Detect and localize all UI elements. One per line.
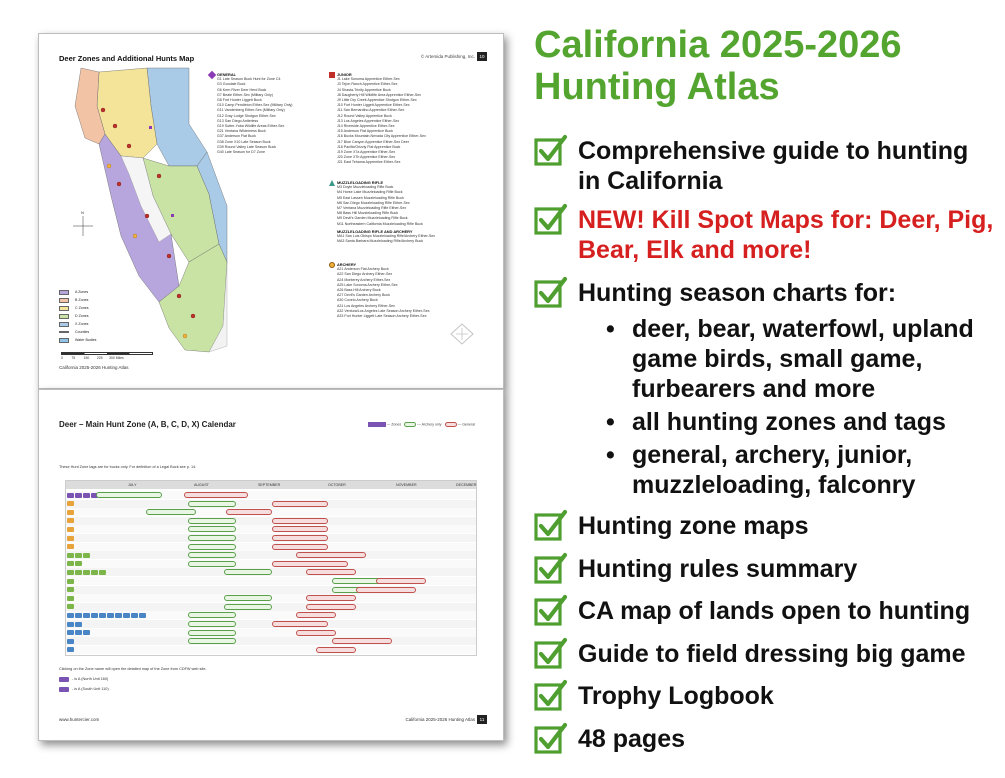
archery-season-bar bbox=[188, 638, 236, 644]
archery-season-bar bbox=[224, 569, 272, 575]
feature-item bbox=[534, 136, 994, 196]
zone-tag[interactable] bbox=[91, 570, 98, 575]
legend-item: J3 Tejon Ranch Apprentice Either-Sex bbox=[337, 82, 398, 87]
zone-tag[interactable] bbox=[75, 553, 82, 558]
calendar-row bbox=[66, 508, 476, 516]
zone-tag[interactable] bbox=[67, 639, 74, 644]
feature-item bbox=[534, 278, 994, 308]
legend-item: A26 Bass Hill Archery Buck bbox=[337, 288, 381, 293]
legend-item: M5 East Lassen Muzzleloading Rifle Buck bbox=[337, 195, 404, 200]
feature-label: Hunting rules summary bbox=[578, 555, 858, 583]
feature-item bbox=[534, 596, 994, 626]
archery-season-bar bbox=[188, 630, 236, 636]
svg-text:N: N bbox=[81, 210, 84, 215]
feature-label: Comprehensive guide to hunting in California bbox=[578, 137, 969, 195]
general-season-bar bbox=[272, 621, 328, 627]
archery-season-bar bbox=[188, 552, 236, 558]
calendar-row bbox=[66, 517, 476, 525]
legend-item: G3 Goodale Buck bbox=[217, 82, 246, 87]
junior-marker-icon bbox=[329, 72, 335, 78]
feature-item bbox=[534, 724, 994, 754]
archery-season-bar bbox=[224, 604, 272, 610]
zone-tag[interactable] bbox=[107, 613, 114, 618]
legend-muzzle-archery-heading: MUZZLELOADING RIFLE AND ARCHERY bbox=[337, 228, 413, 234]
legend-item: J15 Anderson Flat Apprentice Buck bbox=[337, 129, 393, 134]
legend-item: G8 Fort Hunter Liggett Buck bbox=[217, 98, 262, 103]
zone-tag[interactable] bbox=[131, 613, 138, 618]
zone-tag[interactable] bbox=[67, 544, 74, 549]
legend-item: G40 Late Season for D7 Zone bbox=[217, 150, 265, 155]
feature-item bbox=[534, 639, 994, 669]
month-label: DECEMBER bbox=[456, 482, 477, 487]
legend-item: M9 Devil's Garden Muzzleloading Rifle Buck bbox=[337, 216, 408, 221]
checkbox-check-icon bbox=[534, 509, 568, 543]
map-scale-bar: 0 75 150 225 300 Miles bbox=[61, 352, 153, 360]
general-season-bar bbox=[272, 544, 328, 550]
zone-color-key bbox=[59, 288, 96, 344]
publisher-logo-icon bbox=[449, 322, 475, 346]
legend-item: A30 Covelo Archery Buck bbox=[337, 298, 378, 303]
legend-item: M7 Ventana Muzzleloading Rifle Either-Sex bbox=[337, 206, 407, 211]
zone-tag[interactable] bbox=[115, 613, 122, 618]
unit-note: - is A (South Unit 110) bbox=[59, 684, 207, 694]
legend-item: J17 Blue Canyon Apprentice Either-Sex Deer bbox=[337, 139, 409, 144]
zone-tag[interactable] bbox=[67, 587, 74, 592]
legend-item: J1 Lake Sonoma Apprentice Either-Sex bbox=[337, 77, 400, 82]
zone-tag[interactable] bbox=[67, 647, 74, 652]
archery-season-bar bbox=[188, 621, 236, 627]
month-label: AUGUST bbox=[194, 482, 209, 487]
zone-tag[interactable] bbox=[75, 613, 82, 618]
calendar-grid bbox=[65, 480, 477, 656]
calendar-row bbox=[66, 568, 476, 576]
zone-tag[interactable] bbox=[75, 570, 82, 575]
map-key-item: Counties bbox=[59, 328, 96, 336]
legend-item: G6 Kern River Deer Herd Buck bbox=[217, 87, 267, 92]
legend-item: M4 Horse Lake Muzzleloading Rifle Buck bbox=[337, 190, 403, 195]
feature-label: 48 pages bbox=[578, 725, 686, 753]
archery-marker-icon bbox=[329, 262, 335, 268]
zone-key-item: B Zones bbox=[59, 296, 96, 304]
legend-item: G11 Vandenberg Either-Sex (Military Only) bbox=[217, 108, 285, 113]
feature-label: Guide to field dressing big game bbox=[578, 640, 966, 668]
zone-tag[interactable] bbox=[123, 613, 130, 618]
map-page-footer: California 2025-2026 Hunting Atlas bbox=[59, 365, 129, 370]
legend-item: J13 Los Angeles Apprentice Either-Sex bbox=[337, 118, 400, 123]
calendar-row bbox=[66, 603, 476, 611]
calendar-footnotes bbox=[59, 664, 207, 694]
general-season-bar bbox=[376, 578, 426, 584]
zone-tag[interactable] bbox=[67, 493, 74, 498]
feature-label: CA map of lands open to hunting bbox=[578, 597, 971, 625]
legend-item: G21 Ventana Wilderness Buck bbox=[217, 129, 266, 134]
zone-key-item: C Zones bbox=[59, 304, 96, 312]
feature-label: Hunting zone maps bbox=[578, 512, 809, 540]
archery-season-bar bbox=[224, 595, 272, 601]
general-season-bar bbox=[272, 561, 348, 567]
legend-archery-heading: ARCHERY bbox=[337, 262, 357, 267]
general-season-bar bbox=[272, 526, 328, 532]
month-label: OCTOBER bbox=[328, 482, 346, 487]
zone-tag[interactable] bbox=[83, 613, 90, 618]
general-season-bar bbox=[272, 535, 328, 541]
checkbox-check-icon bbox=[534, 594, 568, 628]
legend-item: J14 Riverside Apprentice Either-Sex bbox=[337, 124, 395, 129]
archery-season-bar bbox=[188, 561, 236, 567]
legend-archery bbox=[337, 262, 487, 319]
calendar-row bbox=[66, 525, 476, 533]
legend-item: G10 Camp Pendleton Either-Sex (Military Only) bbox=[217, 103, 293, 108]
feature-label: Trophy Logbook bbox=[578, 682, 774, 710]
legend-item: G37 Anderson Flat Buck bbox=[217, 134, 256, 139]
calendar-row bbox=[66, 611, 476, 619]
zone-key-item: X Zones bbox=[59, 320, 96, 328]
feature-item bbox=[534, 554, 994, 584]
month-label: JULY bbox=[128, 482, 137, 487]
calendar-key: — Zones — Archery only — General bbox=[368, 422, 475, 427]
legend-muzzleloading bbox=[337, 180, 487, 244]
calendar-footer-right: California 2025-2026 Hunting Atlas bbox=[405, 717, 475, 722]
zone-tag[interactable] bbox=[91, 613, 98, 618]
legend-item: A25 Lake Sonoma Archery Either-Sex bbox=[337, 282, 398, 287]
preview-calendar-page bbox=[38, 389, 504, 741]
legend-item: J4 Shasta-Trinity Apprentice Buck bbox=[337, 87, 391, 92]
calendar-row bbox=[66, 534, 476, 542]
general-season-bar bbox=[184, 492, 248, 498]
calendar-row bbox=[66, 543, 476, 551]
zone-tag[interactable] bbox=[83, 630, 90, 635]
legend-item: MA1 San Luis Obispo Muzzleloading Rifle/Archery Either-Sex bbox=[337, 234, 436, 239]
legend-junior-heading: JUNIOR bbox=[337, 72, 352, 77]
general-season-bar bbox=[316, 647, 356, 653]
calendar-row bbox=[66, 500, 476, 508]
legend-item: A31 Los Angeles Archery Either-Sex bbox=[337, 303, 395, 308]
general-season-bar bbox=[306, 595, 356, 601]
zone-tag[interactable] bbox=[83, 553, 90, 558]
feature-item bbox=[534, 511, 994, 541]
calendar-row bbox=[66, 620, 476, 628]
legend-item: G19 Sutter-Yuba Wildlife Areas Either-Sex bbox=[217, 124, 285, 129]
legend-item: G13 San Diego Antlerless bbox=[217, 118, 259, 123]
zone-tag[interactable] bbox=[67, 630, 74, 635]
legend-item: G38 Zone X10 Late Season Buck bbox=[217, 139, 271, 144]
legend-item: J16 Bucks Mountain-Nevada City Apprentice Either-Sex bbox=[337, 134, 426, 139]
legend-item: A21 Anderson Flat Archery Buck bbox=[337, 267, 389, 272]
map-key-item: Water Bodies bbox=[59, 336, 96, 344]
archery-season-bar bbox=[188, 518, 236, 524]
zone-tag[interactable] bbox=[67, 561, 74, 566]
page-headline: California 2025-2026 Hunting Atlas bbox=[534, 24, 902, 108]
calendar-page-title: Deer – Main Hunt Zone (A, B, C, D, X) Calendar bbox=[59, 420, 236, 429]
calendar-row bbox=[66, 491, 476, 499]
season-chart-item: • all hunting zones and tags bbox=[606, 407, 996, 437]
zone-tag[interactable] bbox=[75, 561, 82, 566]
general-season-bar bbox=[296, 612, 336, 618]
legend-item: J8 Daugherty Hill Wildlife Area Apprentice Either-Sex bbox=[337, 92, 422, 97]
legend-item: J10 Fort Hunter Liggett Apprentice Either-Sex bbox=[337, 103, 410, 108]
zone-tag[interactable] bbox=[75, 622, 82, 627]
zone-tag[interactable] bbox=[67, 501, 74, 506]
unit-note: - is A (North Unit 160) bbox=[59, 674, 207, 684]
legend-item: A24 Monterey Archery Either-Sex bbox=[337, 277, 391, 282]
zone-tag[interactable] bbox=[67, 604, 74, 609]
zone-tag[interactable] bbox=[83, 493, 90, 498]
legend-junior bbox=[337, 72, 487, 166]
calendar-footer-left: www.huntercier.com bbox=[59, 717, 100, 722]
month-label: NOVEMBER bbox=[396, 482, 417, 487]
month-label: SEPTEMBER bbox=[258, 482, 281, 487]
feature-label: NEW! Kill Spot Maps for: Deer, Pig, Bear, Elk and more! bbox=[578, 206, 994, 264]
season-chart-list bbox=[606, 314, 996, 503]
archery-season-bar bbox=[188, 612, 236, 618]
calendar-row bbox=[66, 577, 476, 585]
legend-item: A22 San Diego Archery Either-Sex bbox=[337, 272, 393, 277]
general-season-bar bbox=[356, 587, 416, 593]
map-page-publisher: © Artemida Publishing, Inc. bbox=[420, 54, 475, 59]
calendar-row bbox=[66, 551, 476, 559]
legend-item: MA3 Santa Barbara Muzzleloading Rifle/Archery Buck bbox=[337, 239, 424, 244]
checkbox-check-icon bbox=[534, 722, 568, 756]
zone-tag[interactable] bbox=[67, 536, 74, 541]
zone-key-item: A Zones bbox=[59, 288, 96, 296]
legend-item: M6 San Diego Muzzleloading Rifle Either-Sex bbox=[337, 200, 410, 205]
zone-tag[interactable] bbox=[67, 613, 74, 618]
general-season-bar bbox=[226, 509, 272, 515]
zone-tag[interactable] bbox=[75, 630, 82, 635]
calendar-row bbox=[66, 594, 476, 602]
legend-item: J20 Zone X7b Apprentice Either-Sex bbox=[337, 155, 396, 160]
archery-season-bar bbox=[146, 509, 196, 515]
checkbox-check-icon bbox=[534, 276, 568, 310]
checkbox-check-icon bbox=[534, 552, 568, 586]
zone-tag[interactable] bbox=[99, 570, 106, 575]
zone-tag[interactable] bbox=[67, 622, 74, 627]
legend-item: J19 Zone X7a Apprentice Either-Sex bbox=[337, 150, 396, 155]
zone-tag[interactable] bbox=[67, 579, 74, 584]
calendar-row bbox=[66, 637, 476, 645]
calendar-row bbox=[66, 586, 476, 594]
general-season-bar bbox=[296, 630, 336, 636]
feature-item bbox=[534, 681, 994, 711]
calendar-page-number: 11 bbox=[477, 715, 487, 724]
season-chart-item: • general, archery, junior, muzzleloading, falconry bbox=[606, 440, 996, 500]
map-page-title: Deer Zones and Additional Hunts Map bbox=[59, 54, 195, 63]
zone-tag[interactable] bbox=[139, 613, 146, 618]
zone-tag[interactable] bbox=[75, 493, 82, 498]
zone-tag[interactable] bbox=[83, 570, 90, 575]
legend-muzzle-heading: MUZZLELOADING RIFLE bbox=[337, 180, 384, 185]
zone-tag[interactable] bbox=[67, 570, 74, 575]
general-season-bar bbox=[272, 518, 328, 524]
zone-tag[interactable] bbox=[67, 596, 74, 601]
zone-key-item: D Zones bbox=[59, 312, 96, 320]
calendar-row bbox=[66, 646, 476, 654]
legend-item: J18 Pacific/Grizzly Flat Apprentice Buck bbox=[337, 144, 401, 149]
zone-tag[interactable] bbox=[67, 527, 74, 532]
legend-item: A27 Devil's Garden Archery Buck bbox=[337, 293, 391, 298]
legend-item: J21 East Tehama Apprentice Either-Sex bbox=[337, 160, 401, 165]
archery-season-bar bbox=[188, 544, 236, 550]
feature-item-highlight bbox=[534, 205, 994, 265]
legend-item: J12 Round Valley Apprentice Buck bbox=[337, 113, 392, 118]
calendar-month-header bbox=[66, 481, 476, 489]
legend-item: A32 Ventura/Los Angeles Late Season Archery Either-Sex bbox=[337, 308, 430, 313]
legend-item: M11 Northeastern California Muzzleloading Rifle Buck bbox=[337, 221, 423, 226]
archery-season-bar bbox=[96, 492, 162, 498]
legend-item: G39 Round Valley Late Season Buck bbox=[217, 144, 277, 149]
calendar-row bbox=[66, 560, 476, 568]
general-season-bar bbox=[306, 569, 356, 575]
preview-map-page bbox=[38, 33, 504, 389]
calendar-note: These Hunt Zone tags are for bucks only. For definition of a Legal Buck see p. 14. bbox=[59, 465, 197, 469]
legend-item: M3 Doyle Muzzleloading Rifle Buck bbox=[337, 185, 394, 190]
archery-season-bar bbox=[188, 526, 236, 532]
general-season-bar bbox=[332, 638, 392, 644]
checkbox-check-icon bbox=[534, 637, 568, 671]
checkbox-check-icon bbox=[534, 679, 568, 713]
muzzleloading-marker-icon bbox=[329, 180, 335, 186]
legend-item: J9 Little Dry Creek Apprentice Shotgun Either-Sex bbox=[337, 98, 417, 103]
checkbox-check-icon bbox=[534, 134, 568, 168]
calendar-row bbox=[66, 629, 476, 637]
legend-item: A33 Fort Hunter Liggett Late Season Archery Either-Sex bbox=[337, 314, 427, 319]
general-season-bar bbox=[306, 604, 356, 610]
zone-tag[interactable] bbox=[67, 510, 74, 515]
legend-general-heading: GENERAL bbox=[217, 72, 237, 77]
legend-item: G12 Gray Lodge Shotgun Either-Sex bbox=[217, 113, 276, 118]
legend-item: G1 Late Season Buck Hunt for Zone C4 bbox=[217, 77, 281, 82]
archery-season-bar bbox=[188, 535, 236, 541]
checkbox-check-icon bbox=[534, 203, 568, 237]
zone-tag[interactable] bbox=[99, 613, 106, 618]
archery-season-bar bbox=[188, 501, 236, 507]
season-chart-item: • deer, bear, waterfowl, upland game birds, small game, furbearers and more bbox=[606, 314, 996, 404]
legend-general bbox=[217, 72, 327, 155]
calendar-footnote: Clicking on the Zone name will open the detailed map of the Zone from CDFW web site. bbox=[59, 667, 207, 671]
general-season-bar bbox=[296, 552, 366, 558]
legend-item: J11 San Bernardino Apprentice Either-Sex bbox=[337, 108, 405, 113]
feature-label: Hunting season charts for: bbox=[578, 279, 897, 307]
map-page-number: 10 bbox=[477, 52, 487, 61]
zone-tag[interactable] bbox=[67, 553, 74, 558]
legend-item: M8 Bass Hill Muzzleloading Rifle Buck bbox=[337, 211, 399, 216]
general-season-bar bbox=[272, 501, 328, 507]
zone-tag[interactable] bbox=[67, 518, 74, 523]
legend-item: G7 Beale Either-Sex (Military Only) bbox=[217, 92, 273, 97]
